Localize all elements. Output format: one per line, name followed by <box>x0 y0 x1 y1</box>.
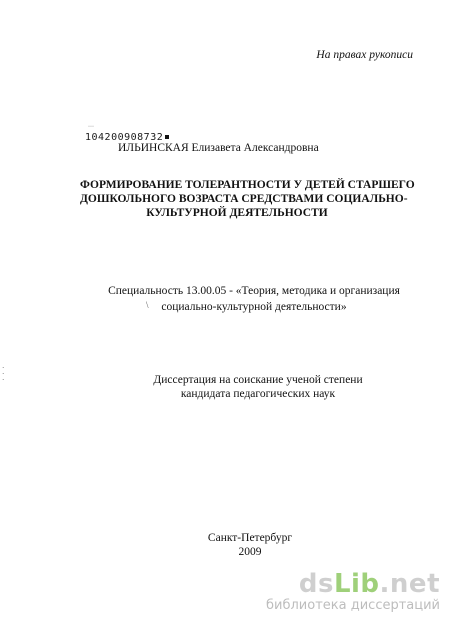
watermark-subtitle: библиотека диссертаций <box>266 598 440 613</box>
stamp-dot-icon <box>165 135 169 139</box>
city: Санкт-Петербург <box>207 532 293 544</box>
place-year-block <box>190 531 310 559</box>
stamp-mark: ··· <box>88 124 94 130</box>
logo-part-ds: ds <box>298 569 334 599</box>
year: 2009 <box>238 546 262 558</box>
title-line: КУЛЬТУРНОЙ ДЕЯТЕЛЬНОСТИ <box>146 207 328 219</box>
watermark-logo <box>266 570 440 598</box>
watermark <box>266 570 440 613</box>
dissertation-title <box>80 178 415 220</box>
logo-part-lib: Lib <box>333 569 380 599</box>
scan-margin-marks: · · · <box>2 364 5 384</box>
scan-tick-mark: \ <box>146 300 149 310</box>
degree-block <box>150 373 366 401</box>
author-name: ИЛЬИНСКАЯ Елизавета Александровна <box>118 142 319 154</box>
specialty-block <box>100 283 408 315</box>
logo-part-net: .net <box>379 569 440 599</box>
title-line: ДОШКОЛЬНОГО ВОЗРАСТА СРЕДСТВАМИ СОЦИАЛЬНО- <box>80 193 408 205</box>
specialty-line: социально-культурной деятельности» <box>161 301 347 313</box>
degree-line: кандидата педагогических наук <box>180 388 336 400</box>
stamp-number: 104200908732 <box>85 132 164 143</box>
title-line: ФОРМИРОВАНИЕ ТОЛЕРАНТНОСТИ У ДЕТЕЙ СТАРШЕГО <box>80 179 415 191</box>
degree-line: Диссертация на соискание ученой степени <box>153 374 363 386</box>
rights-note: На правах рукописи <box>316 49 413 61</box>
specialty-line: Специальность 13.00.05 - «Теория, методика и организация <box>108 285 400 297</box>
